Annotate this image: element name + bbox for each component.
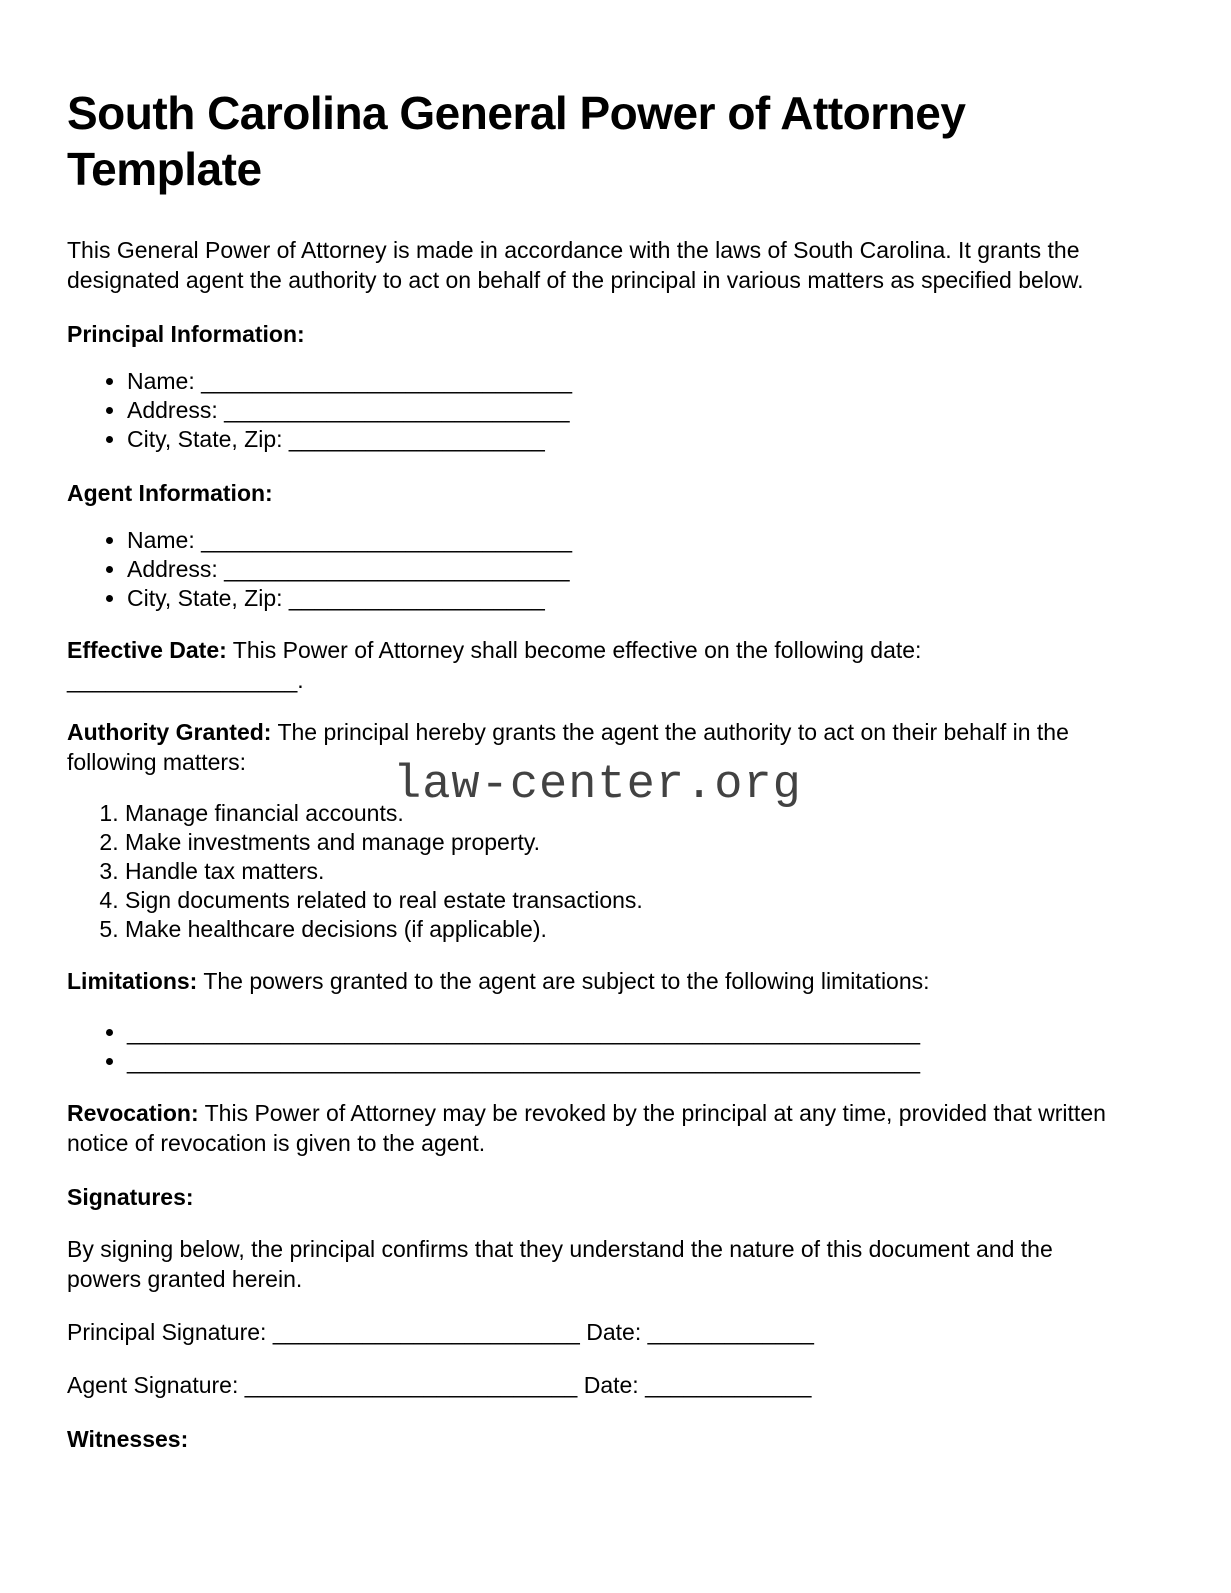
principal-info-heading: Principal Information: <box>67 321 305 347</box>
field-label: Name: <box>127 527 195 553</box>
limitation-blank-line <box>127 1047 1115 1076</box>
authority-item: 4. Sign documents related to real estate transactions. <box>125 886 1115 915</box>
agent-name-field <box>127 526 1115 555</box>
field-label: City, State, Zip: <box>127 426 283 452</box>
revocation-paragraph <box>67 1098 1115 1158</box>
principal-signature-label: Principal Signature: <box>67 1319 267 1345</box>
agent-info-heading: Agent Information: <box>67 480 273 506</box>
revocation-text: This Power of Attorney may be revoked by the principal at any time, provided that written notice of revocation is given to the agent. <box>67 1100 1106 1156</box>
agent-signature-label: Agent Signature: <box>67 1372 239 1398</box>
limitations-label: Limitations: <box>67 968 198 994</box>
signatures-confirmation-paragraph: By signing below, the principal confirms that they understand the nature of this document and the powers granted herein. <box>67 1236 1053 1292</box>
authority-granted-text: The principal hereby grants the agent the authority to act on their behalf in the following matters: <box>67 719 1069 775</box>
principal-info-list <box>67 367 1115 454</box>
limitation-blank: ______________________________________________________________ <box>127 1048 921 1074</box>
effective-date-blank: __________________. <box>67 667 304 693</box>
signatures-heading: Signatures: <box>67 1184 194 1210</box>
field-label: Address: <box>127 397 218 423</box>
limitations-blank-list <box>67 1018 1115 1076</box>
authority-item: 1. Manage financial accounts. <box>125 799 1115 828</box>
limitations-text: The powers granted to the agent are subject to the following limitations: <box>203 968 930 994</box>
effective-date-text: This Power of Attorney shall become effective on the following date: <box>232 637 922 663</box>
principal-date-label: Date: <box>586 1319 642 1345</box>
principal-signature-row <box>67 1317 1115 1347</box>
limitation-blank: ______________________________________________________________ <box>127 1019 921 1045</box>
authority-granted-paragraph <box>67 717 1115 777</box>
agent-address-field <box>127 555 1115 584</box>
agent-date-label: Date: <box>583 1372 639 1398</box>
principal-signature-blank: ________________________ <box>272 1319 580 1345</box>
authority-item: 2. Make investments and manage property. <box>125 828 1115 857</box>
agent-name-blank: _____________________________ <box>201 527 573 553</box>
witnesses-heading: Witnesses: <box>67 1426 189 1452</box>
agent-date-blank: _____________ <box>645 1372 812 1398</box>
authority-item: 5. Make healthcare decisions (if applicable). <box>125 915 1115 944</box>
watermark: law-center.org <box>393 759 802 812</box>
intro-paragraph: This General Power of Attorney is made in accordance with the laws of South Carolina. It grants the designated agent the authority to act on behalf of the principal in various matters as specified below. <box>67 237 1084 293</box>
document-title: South Carolina General Power of Attorney Template <box>67 87 966 195</box>
effective-date-paragraph <box>67 635 1115 695</box>
authority-item: 3. Handle tax matters. <box>125 857 1115 886</box>
limitations-paragraph <box>67 966 1115 996</box>
principal-address-field <box>127 396 1115 425</box>
principal-name-field <box>127 367 1115 396</box>
agent-signature-blank: __________________________ <box>244 1372 578 1398</box>
authority-list <box>67 799 1115 944</box>
revocation-label: Revocation: <box>67 1100 199 1126</box>
field-label: City, State, Zip: <box>127 585 283 611</box>
effective-date-label: Effective Date: <box>67 637 227 663</box>
principal-city-state-zip-field <box>127 425 1115 454</box>
principal-city-state-zip-blank: ____________________ <box>288 426 545 452</box>
authority-granted-label: Authority Granted: <box>67 719 272 745</box>
principal-name-blank: _____________________________ <box>201 368 573 394</box>
principal-address-blank: ___________________________ <box>224 397 570 423</box>
agent-info-list <box>67 526 1115 613</box>
field-label: Address: <box>127 556 218 582</box>
field-label: Name: <box>127 368 195 394</box>
agent-signature-row <box>67 1370 1115 1400</box>
agent-address-blank: ___________________________ <box>224 556 570 582</box>
agent-city-state-zip-blank: ____________________ <box>288 585 545 611</box>
principal-date-blank: _____________ <box>647 1319 814 1345</box>
limitation-blank-line <box>127 1018 1115 1047</box>
agent-city-state-zip-field <box>127 584 1115 613</box>
